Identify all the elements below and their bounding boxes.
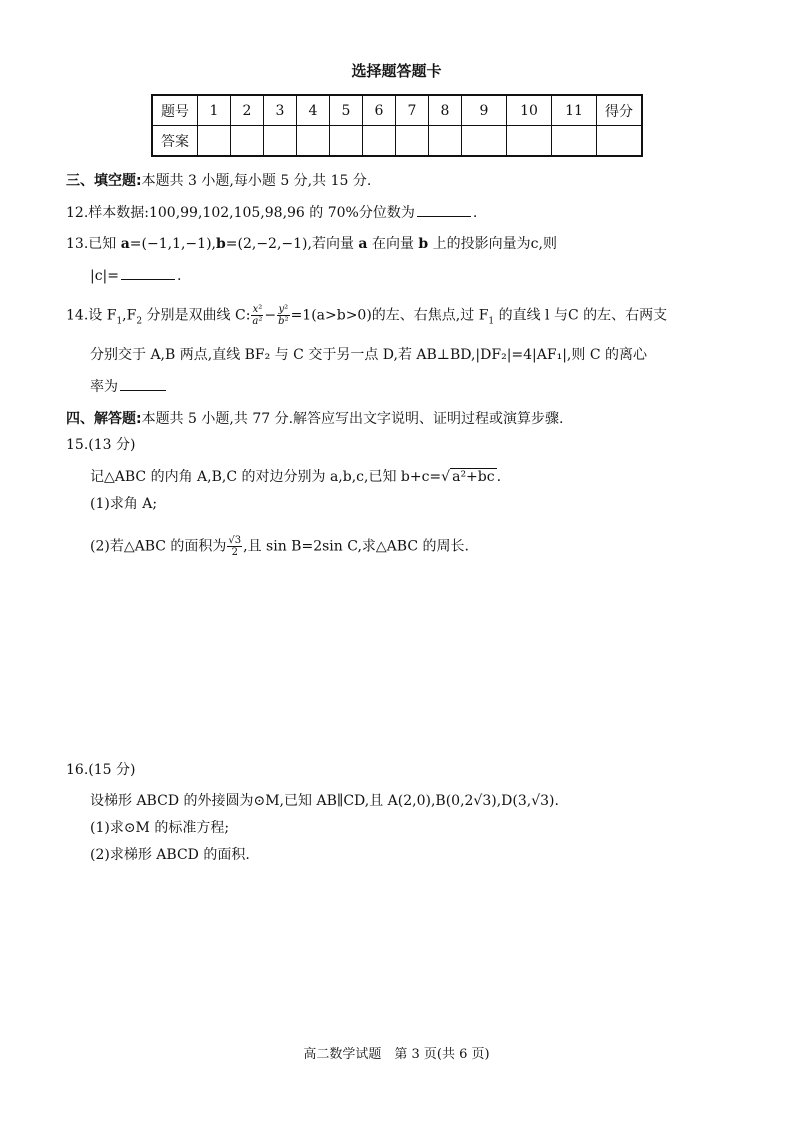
question-13-end: .: [177, 268, 182, 284]
question-13-answer-blank[interactable]: [121, 267, 175, 280]
q15-sqrt-expression: a²+bc: [452, 469, 495, 485]
section-4-heading: 四、解答题:: [66, 411, 142, 427]
q15-stem-end: .: [496, 469, 502, 485]
question-15-part-1: (1)求角 A;: [90, 496, 158, 512]
page-footer: 高二数学试题 第 3 页(共 6 页): [303, 1047, 490, 1062]
question-16-part-1: (1)求⊙M 的标准方程;: [90, 820, 230, 836]
question-12-number: 12.: [66, 205, 89, 221]
question-12-text: 样本数据:100,99,102,105,98,96 的 70%分位数为: [88, 205, 415, 221]
question-number-cell: 8: [429, 95, 462, 126]
question-15-part-2: [90, 535, 469, 558]
question-14-answer-blank[interactable]: [120, 378, 166, 391]
answer-cell[interactable]: [429, 126, 462, 157]
question-15-header: 15.(13 分): [66, 437, 136, 453]
question-13-number: 13.: [66, 236, 89, 252]
answer-cell[interactable]: [396, 126, 429, 157]
question-15-stem: 记△ABC 的内角 A,B,C 的对边分别为 a,b,c,已知 b+c=√ a²+bc .: [90, 469, 502, 485]
section-3-description: 本题共 3 小题,每小题 5 分,共 15 分.: [141, 173, 372, 189]
answer-cell[interactable]: [507, 126, 552, 157]
answer-card-number-row: [152, 95, 642, 126]
section-3-heading-line: [66, 172, 371, 190]
fraction-x2-a2: $\frac{\text{x²}}{\text{a²}}$: [252, 304, 263, 327]
question-12-end: .: [472, 205, 478, 221]
vector-b-ref: b: [418, 236, 429, 252]
score-cell[interactable]: [597, 126, 643, 157]
answer-card-answer-row: [152, 126, 642, 157]
question-number-cell: 2: [231, 95, 264, 126]
score-label-cell: 得分: [597, 95, 643, 126]
vector-a-label: a: [120, 236, 130, 252]
fraction-sqrt3-over-2: [227, 535, 242, 558]
question-14-number: 14.: [66, 307, 89, 324]
q14-text-e: 的直线 l 与C 的左、右两支: [494, 307, 668, 324]
q14-text-rate: 率为: [90, 379, 118, 395]
question-13-line-1: [66, 235, 557, 253]
question-13-text-mid: 在向量: [367, 236, 419, 252]
page-title: 选择题答题卡: [351, 62, 442, 80]
question-number-cell: 7: [396, 95, 429, 126]
fraction-denominator: 2: [231, 547, 238, 558]
answer-cell[interactable]: [363, 126, 396, 157]
question-14-line-1: 14.设 $F_1,F_2$ 分别是双曲线 C: $\frac{\text{x²}}{\text{a²}}$ − $\frac{\text{y²}}{\text{b²}}$ =1(a>b>0)的左、右焦点,过 $F_1$ 的直线 l 与C 的左、右两支: [66, 304, 668, 327]
question-number-cell: 9: [462, 95, 507, 126]
question-13-text-tail: 上的投影向量为c,则: [428, 236, 557, 252]
section-4-description: 本题共 5 小题,共 77 分.解答应写出文字说明、证明过程或演算步骤.: [141, 411, 564, 427]
question-number-cell: 6: [363, 95, 396, 126]
question-13-text-a: 已知: [88, 236, 121, 252]
answer-cell[interactable]: [552, 126, 597, 157]
row-label-answer: 答案: [152, 126, 198, 157]
answer-cell[interactable]: [297, 126, 330, 157]
vector-a-value: =(−1,1,−1),: [129, 236, 216, 252]
fraction-y2-b2: $\frac{\text{y²}}{\text{b²}}$: [278, 304, 289, 327]
q15-part2-text-a: (2)若△ABC 的面积为: [90, 538, 227, 555]
question-12-answer-blank[interactable]: [417, 204, 471, 217]
fraction-numerator: √3: [228, 535, 242, 546]
vector-b-label: b: [215, 236, 226, 252]
question-16-stem: 设梯形 ABCD 的外接圆为⊙M,已知 AB∥CD,且 A(2,0),B(0,2√3),D(3,√3).: [90, 793, 559, 809]
question-number-cell: 3: [264, 95, 297, 126]
answer-cell[interactable]: [198, 126, 231, 157]
question-13-magnitude: |c|=: [90, 268, 120, 284]
answer-cell[interactable]: [462, 126, 507, 157]
question-16-part-2: (2)求梯形 ABCD 的面积.: [90, 847, 250, 863]
q14-text-b: ,F: [122, 307, 137, 324]
answer-cell[interactable]: [231, 126, 264, 157]
question-number-cell: 5: [330, 95, 363, 126]
answer-cell[interactable]: [330, 126, 363, 157]
section-3-heading: 三、填空题:: [66, 173, 142, 189]
question-number-cell: 1: [198, 95, 231, 126]
question-number-cell: 10: [507, 95, 552, 126]
question-16-header: 16.(15 分): [66, 762, 136, 778]
row-label-question-number: 题号: [152, 95, 198, 126]
vector-a-ref: a: [358, 236, 368, 252]
vector-b-value: =(2,−2,−1),若向量: [225, 236, 359, 252]
q15-part2-text-b: ,且 sin B=2sin C,求△ABC 的周长.: [243, 538, 469, 555]
q14-text-d: =1(a>b>0)的左、右焦点,过 F: [290, 307, 489, 324]
question-14-line-3: [90, 378, 168, 396]
question-14-line-2: 分别交于 A,B 两点,直线 BF₂ 与 C 交于另一点 D,若 AB⊥BD,|DF₂|=4|AF₁|,则 C 的离心: [90, 347, 647, 363]
question-12: [66, 204, 477, 222]
question-13-line-2: [90, 267, 181, 285]
section-4-heading-line: [66, 410, 563, 428]
question-number-cell: 4: [297, 95, 330, 126]
question-number-cell: 11: [552, 95, 597, 126]
answer-card-table: [151, 94, 643, 157]
q14-text-a: 设 F: [88, 307, 117, 324]
q14-text-c: 分别是双曲线 C:: [142, 307, 251, 324]
q15-stem-text: 记△ABC 的内角 A,B,C 的对边分别为 a,b,c,已知 b+c=: [90, 469, 442, 485]
answer-cell[interactable]: [264, 126, 297, 157]
